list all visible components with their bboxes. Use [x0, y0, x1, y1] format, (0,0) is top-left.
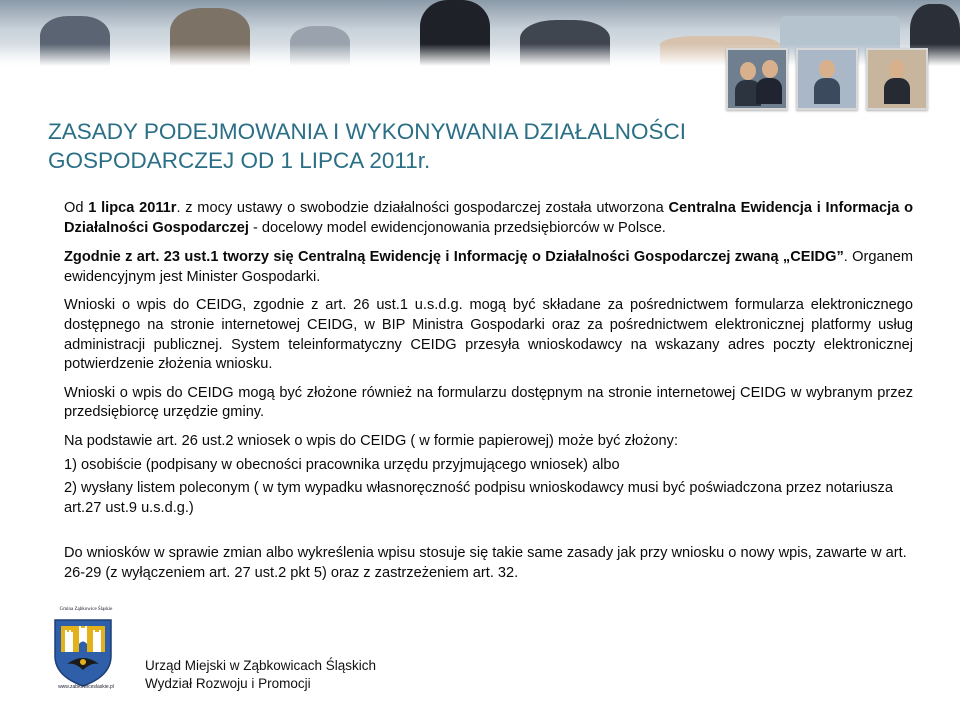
- crest-caption: Gmina Ząbkowice Śląskie: [59, 607, 113, 612]
- footer-office: Urząd Miejski w Ząbkowicach Śląskich: [145, 658, 377, 673]
- title-line-1: ZASADY PODEJMOWANIA I WYKONYWANIA DZIAŁALNOŚCI: [48, 119, 687, 144]
- footer-department: Wydział Rozwoju i Promocji: [145, 675, 311, 691]
- page-title: [48, 117, 768, 175]
- list-item-registered-mail: 2) wysłany listem poleconym ( w tym wypadku własnoręczność podpisu wnioskodawcy musi być poświadczona przez notariusza art.27 ust.9 u.s.d.g.): [64, 480, 893, 516]
- photo-thumbnail-3: [866, 48, 928, 110]
- footer-institution: [145, 657, 376, 692]
- list-item-in-person: 1) osobiście (podpisany w obecności pracownika urzędu przyjmującego wniosek) albo: [64, 456, 620, 473]
- photo-thumbnail-2: [796, 48, 858, 110]
- paragraph-municipal-submission: Wnioski o wpis do CEIDG mogą być złożone również na formularzu dostępnym na stronie internetowej CEIDG w wybranym przez przedsiębiorcę urzędzie gminy.: [64, 384, 913, 421]
- crest-url: www.zabkowiceslaskie.pl: [58, 684, 114, 690]
- paragraph-electronic-submission: Wnioski o wpis do CEIDG, zgodnie z art. 26 ust.1 u.s.d.g. mogą być składane za pośrednictwem formularza elektronicznego dostępnego na stronie internetowej CEIDG, w BIP Ministra Gospodarki oraz za pośrednictwem elektronicznej platformy usług administracji publicznej. System teleinformatyczny CEIDG przesyła wnioskodawcy na wskazany adres poczty elektronicznej potwierdzenie złożenia wniosku.: [64, 297, 913, 373]
- photo-thumbnail-1: [726, 48, 788, 110]
- coat-of-arms-icon: [43, 604, 123, 696]
- document-body: [64, 199, 913, 584]
- paragraph-amendments: Do wniosków w sprawie zmian albo wykreślenia wpisu stosuje się takie same zasady jak przy wniosku o nowy wpis, zawarte w art. 26-29 (z wyłączeniem art. 27 ust.2 pkt 5) oraz z zastrzeżeniem art. 32.: [64, 545, 907, 581]
- paragraph-ceidg-intro: Od 1 lipca 2011r. z mocy ustawy o swobodzie działalności gospodarczej została utworzona Centralna Ewidencja i Informacja o Działalności Gospodarczej - docelowy model ewidencjonowania przedsiębiorców w Polsce.: [64, 200, 913, 236]
- paragraph-ceidg-definition: Zgodnie z art. 23 ust.1 tworzy się Centralną Ewidencję i Informację o Działalności Gospodarczej zwaną „CEIDG”. Organem ewidencyjnym jest Minister Gospodarki.: [64, 249, 913, 285]
- paragraph-paper-submission: Na podstawie art. 26 ust.2 wniosek o wpis do CEIDG ( w formie papierowej) może być złożony:: [64, 432, 679, 449]
- title-line-2: GOSPODARCZEJ OD 1 LIPCA 2011r.: [48, 148, 431, 173]
